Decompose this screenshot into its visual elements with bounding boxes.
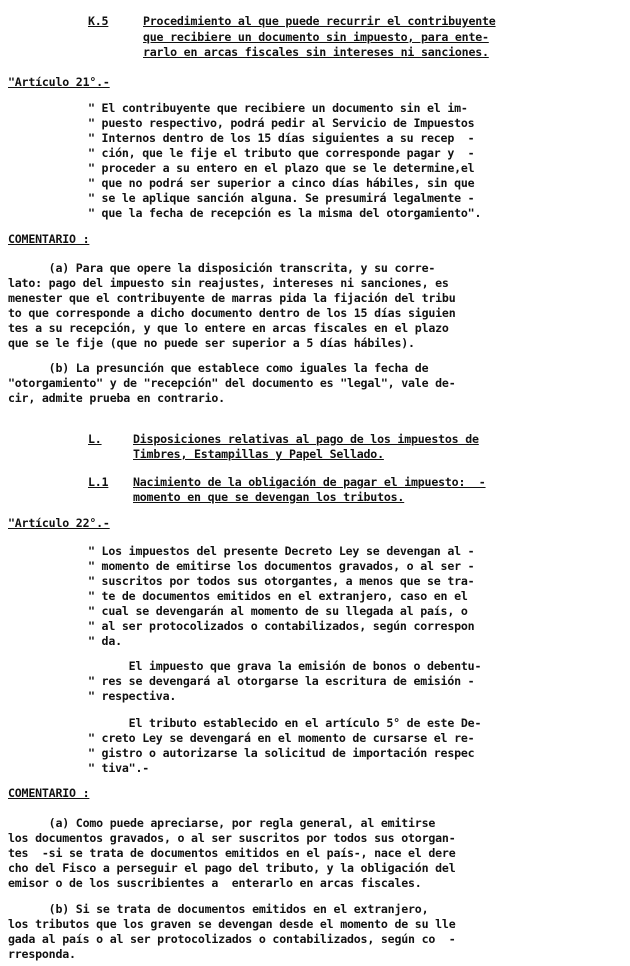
comment-line: tes a su recepción, y que lo entere en arcas fiscales en el plazo [8, 321, 449, 335]
section-title-line: Timbres, Estampillas y Papel Sellado. [133, 447, 384, 461]
comment-line: (b) Si se trata de documentos emitidos en el extranjero, [8, 902, 429, 916]
section-code: K.5 [88, 14, 109, 28]
article-line: " respectiva. [88, 689, 177, 703]
comment-line: los tributos que los graven se devengan desde el momento de su lle [8, 917, 456, 931]
article-line: " Internos dentro de los 15 días siguientes a su recep - [88, 131, 475, 145]
article-heading: "Artículo 22°.- [8, 516, 110, 530]
comment-line: menester que el contribuyente de marras pida la fijación del tribu [8, 291, 456, 305]
section-title-line: Disposiciones relativas al pago de los impuestos de [133, 432, 479, 446]
comment-line: que se le fije (que no puede ser superior a 5 días hábiles). [8, 336, 415, 350]
article-line: El impuesto que grava la emisión de bonos o debentu- [88, 659, 482, 673]
comment-heading: COMENTARIO : [8, 786, 90, 800]
comment-line: (a) Para que opere la disposición transcrita, y su corre- [8, 261, 436, 275]
section-code: L. [88, 432, 102, 446]
comment-line: cho del Fisco a perseguir el pago del tributo, y la obligación del [8, 861, 456, 875]
article-line: " res se devengará al otorgarse la escritura de emisión - [88, 674, 475, 688]
article-line: " puesto respectivo, podrá pedir al Servicio de Impuestos [88, 116, 475, 130]
comment-line: cir, admite prueba en contrario. [8, 391, 225, 405]
article-line: " momento de emitirse los documentos gravados, o al ser - [88, 559, 475, 573]
comment-line: emisor o de los suscribientes a enterarlo en arcas fiscales. [8, 876, 422, 890]
comment-line: los documentos gravados, o al ser suscritos por todos sus otorgan- [8, 831, 456, 845]
comment-line: "otorgamiento" y de "recepción" del documento es "legal", vale de- [8, 376, 456, 390]
comment-line: rresponda. [8, 947, 76, 961]
section-code: L.1 [88, 475, 109, 489]
comment-heading: COMENTARIO : [8, 232, 90, 246]
article-line: " se le aplique sanción alguna. Se presumirá legalmente - [88, 191, 475, 205]
article-line: " creto Ley se devengará en el momento de cursarse el re- [88, 731, 475, 745]
article-line: " proceder a su entero en el plazo que se le determine,el [88, 161, 475, 175]
article-line: " Los impuestos del presente Decreto Ley se devengan al - [88, 544, 475, 558]
section-title-line: Procedimiento al que puede recurrir el contribuyente [143, 14, 496, 28]
comment-line: lato: pago del impuesto sin reajustes, intereses ni sanciones, es [8, 276, 449, 290]
article-heading: "Artículo 21°.- [8, 75, 110, 89]
article-line: " ción, que le fije el tributo que corresponde pagar y - [88, 146, 475, 160]
article-line: " te de documentos emitidos en el extranjero, caso en el [88, 589, 468, 603]
section-title-line: rarlo en arcas fiscales sin intereses ni sanciones. [143, 45, 489, 59]
section-title-line: Nacimiento de la obligación de pagar el impuesto: - [133, 475, 486, 489]
section-title-line: momento en que se devengan los tributos. [133, 490, 405, 504]
article-line: " que no podrá ser superior a cinco días hábiles, sin que [88, 176, 475, 190]
article-line: " cual se devengarán al momento de su llegada al país, o [88, 604, 468, 618]
comment-line: to que corresponde a dicho documento dentro de los 15 días siguien [8, 306, 456, 320]
comment-line: gada al país o al ser protocolizados o contabilizados, según co - [8, 932, 456, 946]
article-line: " El contribuyente que recibiere un documento sin el im- [88, 101, 468, 115]
article-line: El tributo establecido en el artículo 5° de este De- [88, 716, 482, 730]
article-line: " tiva".- [88, 761, 150, 775]
article-line: " da. [88, 634, 122, 648]
section-title-line: que recibiere un documento sin impuesto, para ente- [143, 30, 489, 44]
article-line: " suscritos por todos sus otorgantes, a menos que se tra- [88, 574, 475, 588]
comment-line: (b) La presunción que establece como iguales la fecha de [8, 361, 429, 375]
article-line: " que la fecha de recepción es la misma del otorgamiento". [88, 206, 482, 220]
comment-line: tes -si se trata de documentos emitidos en el país-, nace el dere [8, 846, 456, 860]
comment-line: (a) Como puede apreciarse, por regla general, al emitirse [8, 816, 436, 830]
article-line: " gistro o autorizarse la solicitud de importación respec [88, 746, 475, 760]
article-line: " al ser protocolizados o contabilizados, según correspon [88, 619, 475, 633]
